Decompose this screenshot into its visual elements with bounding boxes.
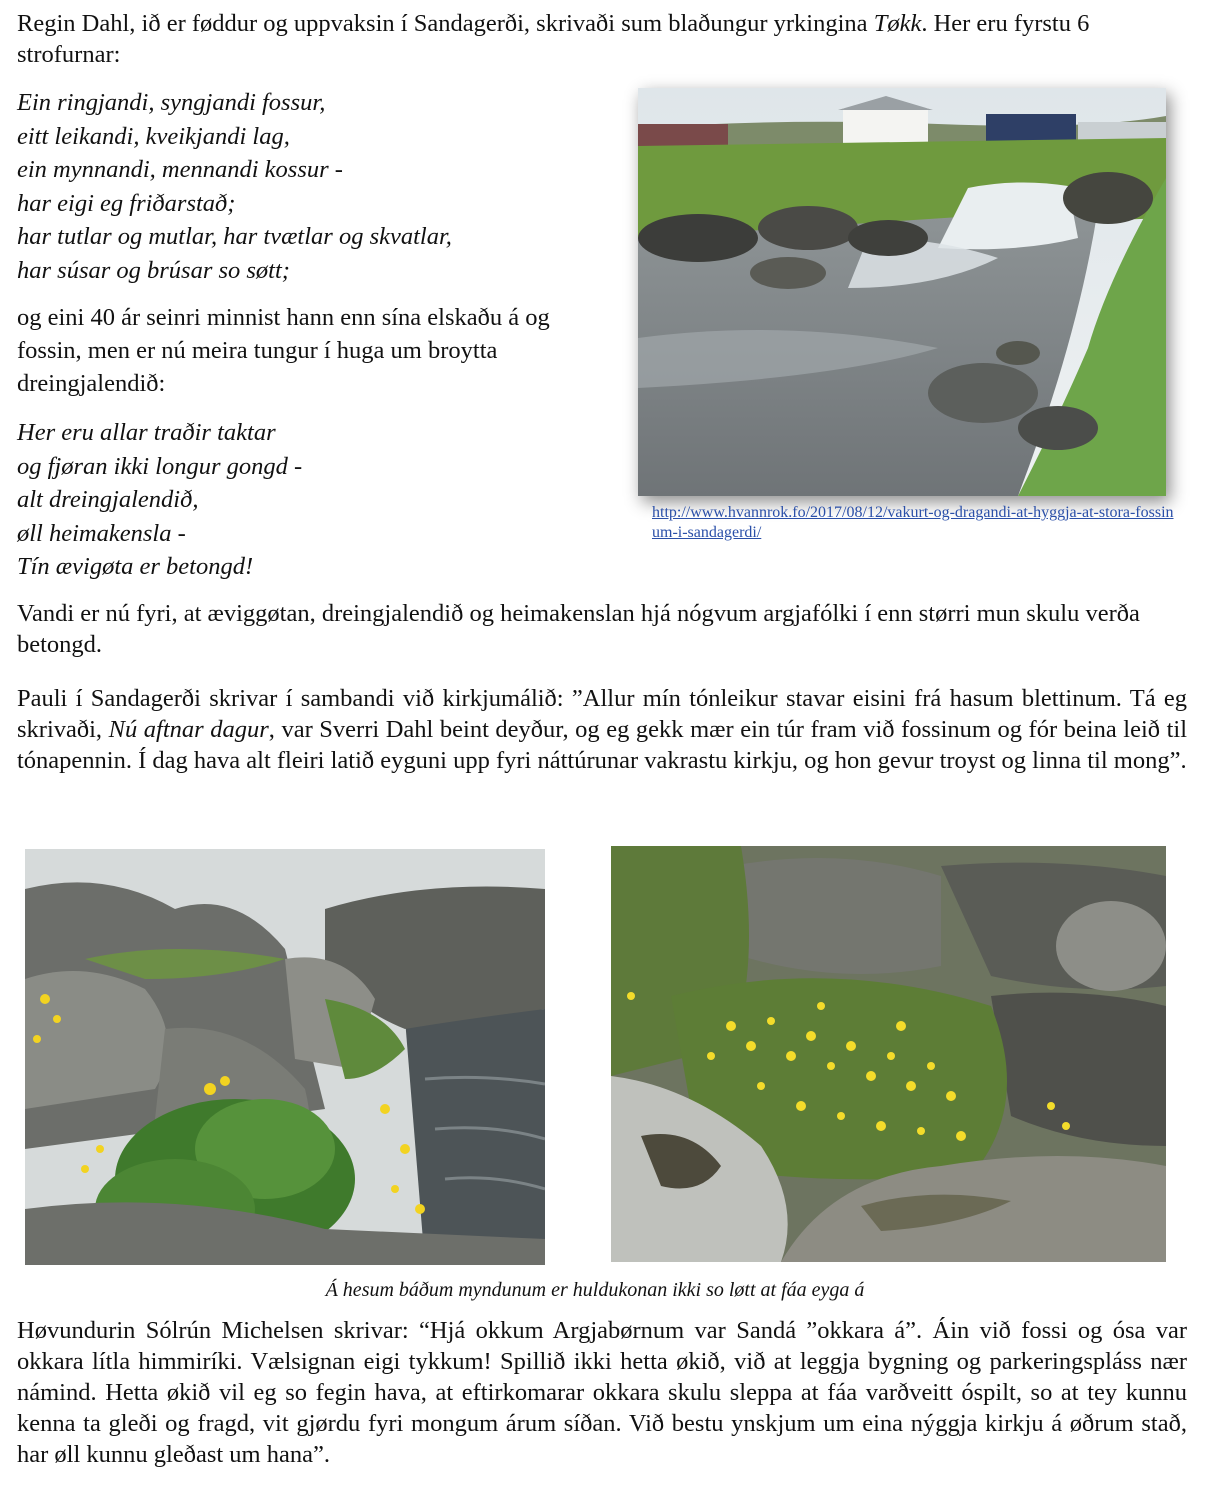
waterfall-photo (638, 88, 1166, 496)
poem-line: Tín ævigøta er betongd! (17, 553, 254, 580)
intro-paragraph (17, 8, 1197, 70)
photo-source-link[interactable]: http://www.hvannrok.fo/2017/08/12/vakurt-og-dragandi-at-hyggja-at-stora-fossinum-i-sandagerdi/ (652, 504, 1174, 541)
paragraph-solrun: Høvundurin Sólrún Michelsen skrivar: “Hjá okkum Argjabørnum var Sandá ”okkara á”. Áin við fossi og ósa var okkara lítla himmiríki. Vælsignan eigi tykkum! Spillið ikki hetta økið, við at leggja bygning og parkeringspláss nær námind. Hetta økið vil eg so fegin hava, at eftirkomarar okkara skulu sleppa at fáa varðveitt óspilt, so at tey kunnu kenna ta gleði og fragd, vit gjørdu fyri mongum árum síðan. Við bestu ynskjum um eina nýggja kirkju á øðrum stað, har øll kunnu gleðast um hana”. (17, 1317, 1187, 1468)
intro-text-end: . Her eru fyrstu 6 strofurnar: (17, 10, 1090, 68)
photos-caption: Á hesum báðum myndunum er huldukonan ikki so løtt at fáa eyga á (325, 1279, 865, 1301)
pauli-text-end: , var Sverri Dahl beint deyður, og eg gekk mær ein túr fram við fossinum og fór beina leið til tónapennin. Í dag hava alt fleiri latið eyguni upp fyri náttúrunar vakrastu kirkju, og hon gevur troyst og linna til mong”. (17, 716, 1188, 774)
poem-line: og fjøran ikki longur gongd - (17, 452, 303, 480)
song-title: Nú aftnar dagur (108, 716, 269, 743)
poem-line: øll heimakensla - (17, 519, 186, 547)
paragraph-pauli (17, 683, 1187, 776)
poem-line: har tutlar og mutlar, har tvætlar og skvatlar, (17, 223, 452, 250)
poem-excerpt-2 (17, 416, 302, 584)
poem-line: Ein ringjandi, syngjandi fossur, (17, 89, 326, 116)
poem-excerpt-1 (17, 86, 452, 287)
poem-title: Tøkk (873, 10, 922, 37)
poem-line: eitt leikandi, kveikjandi lag, (17, 122, 290, 150)
poem-line: alt dreingjalendið, (17, 486, 199, 513)
photo-source-link-container (652, 503, 1180, 543)
intro-text-start: Regin Dahl, ið er føddur og uppvaksin í Sandagerði, skrivaði sum blaðungur yrkingina (17, 10, 874, 37)
poem-line: har súsar og brúsar so søtt; (17, 256, 290, 284)
poem-line: Her eru allar traðir taktar (17, 419, 276, 446)
flowers-rocks-photo (611, 846, 1166, 1262)
rocks-pool-photo (25, 849, 545, 1265)
pauli-text-start: Pauli í Sandagerði skrivar í sambandi við kirkjumálið: ”Allur mín tónleikur stavar eisini frá hasum blettinum. Tá eg skrivaði, (17, 685, 1187, 743)
middle-paragraph: og eini 40 ár seinri minnist hann enn sína elskaðu á og fossin, men er nú meira tungur í huga um broytta dreingjalendið: (17, 304, 550, 397)
paragraph-vandi: Vandi er nú fyri, at æviggøtan, dreingjalendið og heimakenslan hjá nógvum argjafólki í enn størri mun skulu verða betongd. (17, 600, 1140, 658)
poem-line: har eigi eg friðarstað; (17, 189, 236, 217)
poem-line: ein mynnandi, mennandi kossur - (17, 156, 343, 183)
